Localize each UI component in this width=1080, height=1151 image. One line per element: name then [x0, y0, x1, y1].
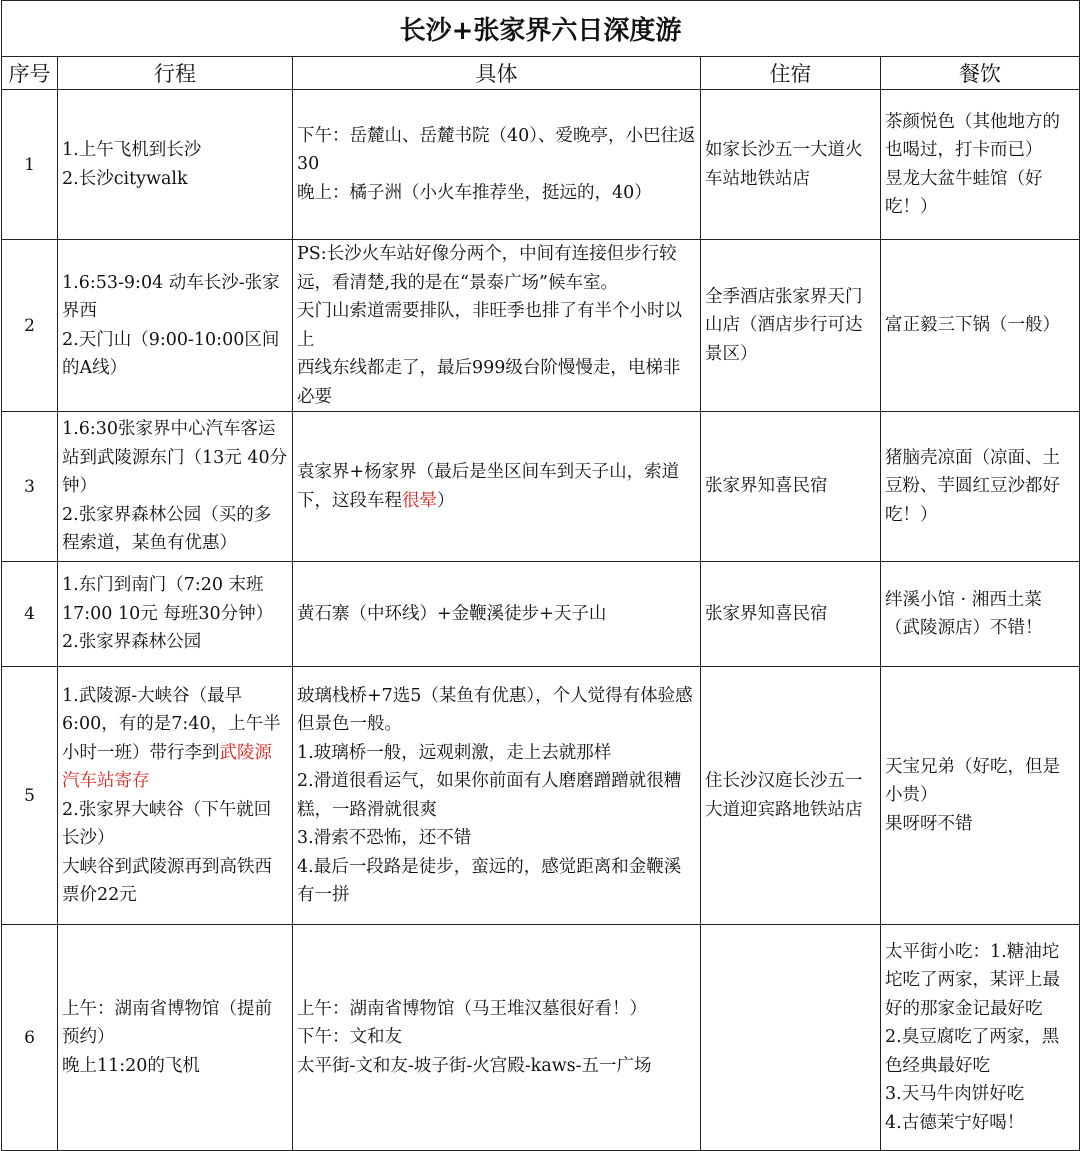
- details-cell: [293, 412, 701, 562]
- cell-line: 玻璃栈桥+7选5（某鱼有优惠），个人觉得有体验感但景色一般。: [297, 685, 693, 734]
- cell-line: 上午：湖南省博物馆（提前预约）: [62, 998, 272, 1048]
- header-dining: 餐饮: [881, 57, 1080, 90]
- cell-line: 1.上午飞机到长沙: [62, 140, 202, 160]
- cell-line: 太平街小吃：1.糖油坨坨吃了两家，某评上最好的那家金记最好吃: [885, 941, 1060, 1019]
- cell-line: 茶颜悦色（其他地方的也喝过，打卡而已）: [885, 111, 1060, 160]
- cell-line: 4.最后一段路是徒步，蛮远的，感觉距离和金鞭溪有一拼: [297, 856, 682, 905]
- cell-line: 大峡谷到武陵源再到高铁西票价22元: [62, 856, 272, 905]
- cell-line: 绊溪小馆 · 湘西土菜（武陵源店）不错！: [885, 589, 1043, 638]
- cell-line: 晚上11:20的飞机: [62, 1055, 200, 1076]
- details-cell: [293, 562, 701, 667]
- cell-line: 2.滑道很看运气，如果你前面有人磨磨蹭蹭就很糟糕，一路滑就很爽: [297, 771, 682, 820]
- table-row: [2, 90, 1080, 240]
- highlight-text: 武陵源汽车站寄存: [62, 742, 272, 791]
- header-itinerary: 行程: [58, 57, 293, 90]
- day-number: 2: [2, 240, 58, 412]
- day-number: 1: [2, 90, 58, 240]
- cell-line: 3.天马牛肉饼好吃: [885, 1084, 1025, 1105]
- cell-line: 太平街-文和友-坡子街-火宫殿-kaws-五一广场: [297, 1055, 652, 1076]
- table-title: 长沙+张家界六日深度游: [2, 1, 1080, 57]
- cell-line: PS:长沙火车站好像分两个，中间有连接但步行较远，看清楚,我的是在“景泰广场”候车室。: [297, 244, 677, 293]
- cell-line: 2.臭豆腐吃了两家，黑色经典最好吃: [885, 1027, 1060, 1076]
- details-cell: [293, 667, 701, 925]
- lodging-cell: [701, 412, 881, 562]
- cell-line: 昱龙大盆牛蛙馆（好吃！）: [885, 168, 1043, 217]
- header-lodging: 住宿: [701, 57, 881, 90]
- day-number: 3: [2, 412, 58, 562]
- cell-line: 1.6:53-9:04 动车长沙-张家界西: [62, 272, 280, 321]
- table-row: [2, 412, 1080, 562]
- day-number: 4: [2, 562, 58, 667]
- cell-line: 张家界知喜民宿: [705, 603, 828, 624]
- dining-cell: [881, 925, 1080, 1151]
- itinerary-cell: [58, 240, 293, 412]
- itinerary-cell: [58, 90, 293, 240]
- cell-line: 2.张家界森林公园: [62, 632, 202, 653]
- highlight-text: 很晕: [402, 490, 437, 511]
- details-cell: [293, 240, 701, 412]
- itinerary-table: [1, 0, 1080, 1151]
- cell-line: 黄石寨（中环线）+金鞭溪徒步+天子山: [297, 603, 607, 624]
- cell-line: 晚上：橘子洲（小火车推荐坐，挺远的，40）: [297, 182, 652, 203]
- cell-line: 4.古德茉宁好喝！: [885, 1112, 1025, 1133]
- day-number: 6: [2, 925, 58, 1151]
- cell-line: 天宝兄弟（好吃，但是小贵）: [885, 756, 1060, 806]
- dining-cell: [881, 240, 1080, 412]
- cell-line: [62, 682, 288, 796]
- cell-line: 3.滑索不恐怖，还不错: [297, 828, 472, 848]
- cell-line: 果呀呀不错: [885, 813, 973, 834]
- details-text: 袁家界+杨家界（最后是坐区间车到天子山，索道下，这段车程: [297, 462, 680, 511]
- dining-cell: [881, 412, 1080, 562]
- dining-cell: [881, 90, 1080, 240]
- lodging-cell: [701, 562, 881, 667]
- cell-line: 2.张家界森林公园（买的多程索道，某鱼有优惠）: [62, 504, 272, 554]
- details-cell: [293, 925, 701, 1151]
- itinerary-cell: [58, 667, 293, 925]
- cell-line: 猪脑壳凉面（凉面、土豆粉、芋圆红豆沙都好吃！）: [885, 447, 1060, 525]
- lodging-cell: [701, 925, 881, 1151]
- cell-line: 1.玻璃桥一般，远观刺激，走上去就那样: [297, 742, 612, 763]
- cell-line: 如家长沙五一大道火车站地铁站店: [705, 140, 863, 189]
- cell-line: 下午：岳麓山、岳麓书院（40）、爱晚亭，小巴往返30: [297, 125, 696, 175]
- lodging-cell: [701, 240, 881, 412]
- itinerary-text: 1.武陵源-大峡谷（最早6:00，有的是7:40，上午半小时一班）带行李到: [62, 685, 281, 763]
- details-text-end: ）: [437, 490, 455, 511]
- cell-line: 上午：湖南省博物馆（马王堆汉墓很好看！）: [297, 998, 647, 1019]
- itinerary-cell: [58, 925, 293, 1151]
- itinerary-cell: [58, 412, 293, 562]
- cell-line: 天门山索道需要排队，非旺季也排了有半个小时以上: [297, 301, 682, 350]
- cell-line: 富正毅三下锅（一般）: [885, 315, 1060, 336]
- dining-cell: [881, 667, 1080, 925]
- table-row: [2, 667, 1080, 925]
- itinerary-cell: [58, 562, 293, 667]
- cell-line: 全季酒店张家界天门山店（酒店步行可达景区）: [705, 286, 863, 364]
- table-row: [2, 240, 1080, 412]
- cell-line: 2.张家界大峡谷（下午就回长沙）: [62, 799, 272, 848]
- cell-line: 住长沙汉庭长沙五一大道迎宾路地铁站店: [705, 771, 863, 820]
- day-number: 5: [2, 667, 58, 925]
- dining-cell: [881, 562, 1080, 667]
- header-row: [2, 57, 1080, 90]
- cell-line: 1.东门到南门（7:20 末班 17:00 10元 每班30分钟）: [62, 575, 274, 624]
- cell-line: 西线东线都走了，最后999级台阶慢慢走，电梯非必要: [297, 358, 681, 407]
- cell-line: 2.长沙citywalk: [62, 168, 188, 189]
- cell-line: 下午：文和友: [297, 1027, 402, 1048]
- header-index: 序号: [2, 57, 58, 90]
- details-cell: [293, 90, 701, 240]
- lodging-cell: [701, 667, 881, 925]
- table-row: [2, 562, 1080, 667]
- header-details: 具体: [293, 57, 701, 90]
- cell-line: 2.天门山（9:00-10:00区间的A线）: [62, 329, 280, 378]
- cell-line: 张家界知喜民宿: [705, 476, 828, 497]
- cell-line: 1.6:30张家界中心汽车客运站到武陵源东门（13元 40分钟）: [62, 419, 288, 497]
- lodging-cell: [701, 90, 881, 240]
- table-row: [2, 925, 1080, 1151]
